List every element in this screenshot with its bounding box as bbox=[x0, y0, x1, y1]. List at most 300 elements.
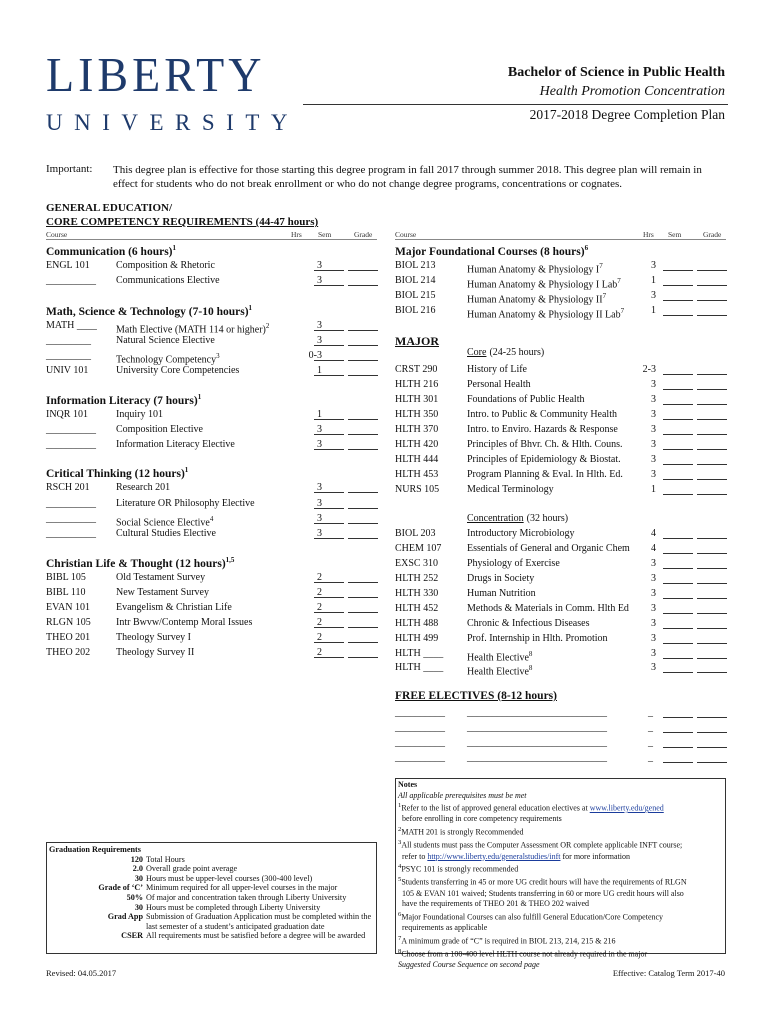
credit-hours: 3 bbox=[317, 439, 322, 450]
inft-link[interactable]: http://www.liberty.edu/generalstudies/inft bbox=[427, 851, 561, 861]
semester-field[interactable] bbox=[663, 379, 693, 390]
col-header-grade: Grade bbox=[354, 230, 373, 239]
course-code: THEO 201 bbox=[46, 632, 91, 643]
course-row bbox=[395, 572, 726, 586]
grade-field[interactable] bbox=[697, 439, 727, 450]
free-elective-row bbox=[395, 721, 726, 735]
course-title bbox=[467, 483, 554, 497]
course-title bbox=[116, 586, 209, 600]
course-title bbox=[467, 438, 623, 452]
course-row bbox=[395, 378, 726, 392]
course-code: HLTH 350 bbox=[395, 409, 439, 420]
credit-hours: 3 bbox=[651, 379, 656, 390]
credit-hours: 2-3 bbox=[642, 364, 656, 375]
course-code: HLTH 444 bbox=[395, 454, 439, 465]
semester-field[interactable] bbox=[663, 528, 693, 539]
course-row bbox=[46, 631, 377, 645]
course-title bbox=[116, 646, 194, 660]
course-code: EXSC 310 bbox=[395, 558, 439, 569]
grade-field[interactable] bbox=[697, 603, 727, 614]
course-title-text: Introductory Microbiology bbox=[467, 528, 575, 539]
credit-hours: 0-3 bbox=[308, 350, 322, 361]
semester-field[interactable] bbox=[314, 498, 344, 509]
free-elective-hrs-field[interactable]: _ bbox=[648, 722, 653, 733]
graduation-requirements-box bbox=[46, 842, 377, 954]
footnote-marker: 4 bbox=[209, 515, 214, 523]
grade-field[interactable] bbox=[348, 439, 378, 450]
course-code: HLTH 453 bbox=[395, 469, 439, 480]
grade-field[interactable] bbox=[348, 482, 378, 493]
grade-field[interactable] bbox=[697, 409, 727, 420]
course-title-text: Drugs in Society bbox=[467, 573, 535, 584]
notes-title: Notes bbox=[398, 780, 418, 789]
semester-field[interactable] bbox=[663, 707, 693, 718]
free-elective-title-field[interactable]: ____________________________ bbox=[467, 722, 607, 733]
semester-field[interactable] bbox=[314, 260, 344, 271]
credit-hours: 3 bbox=[651, 394, 656, 405]
course-title-text: Communications Elective bbox=[116, 275, 220, 286]
free-elective-course-field[interactable]: __________ bbox=[395, 752, 445, 763]
grad-req-item bbox=[49, 893, 374, 903]
course-row bbox=[46, 274, 377, 288]
course-title-text: Cultural Studies Elective bbox=[116, 528, 216, 539]
credit-hours: 4 bbox=[651, 528, 656, 539]
course-title bbox=[116, 601, 232, 615]
gen-ed-heading-line2: CORE COMPETENCY REQUIREMENTS (44-47 hours) bbox=[46, 216, 319, 228]
col-header-grade-right: Grade bbox=[703, 230, 722, 239]
course-code: __________ bbox=[46, 513, 96, 524]
grad-req-value: Overall grade point average bbox=[146, 864, 238, 874]
credit-hours: 2 bbox=[317, 617, 322, 628]
note-5-cont-1: 105 & EVAN 101 waived; Students transferring in 60 or more UG credit hours will also bbox=[402, 888, 684, 898]
course-title-text: Evangelism & Christian Life bbox=[116, 602, 232, 613]
course-title bbox=[116, 274, 220, 288]
semester-field[interactable] bbox=[314, 365, 344, 376]
course-code: __________ bbox=[46, 498, 96, 509]
course-row bbox=[395, 259, 726, 276]
course-code: EVAN 101 bbox=[46, 602, 90, 613]
section-heading-text: Christian Life & Thought (12 hours) bbox=[46, 557, 226, 570]
free-elective-course-field[interactable]: __________ bbox=[395, 707, 445, 718]
free-elective-row bbox=[395, 736, 726, 750]
grade-field[interactable] bbox=[697, 662, 727, 673]
left-col-rule bbox=[46, 239, 377, 240]
grade-field[interactable] bbox=[348, 498, 378, 509]
notes-prereq: All applicable prerequisites must be met bbox=[398, 790, 527, 800]
course-row bbox=[46, 601, 377, 615]
semester-field[interactable] bbox=[663, 588, 693, 599]
footnote-marker: 1 bbox=[197, 393, 202, 401]
note-5: $^5$Students transferring in 45 or more UG credit hours will have the requirements of RLGN bbox=[398, 876, 687, 888]
course-title bbox=[467, 408, 617, 422]
course-title bbox=[116, 571, 205, 585]
semester-field[interactable] bbox=[663, 573, 693, 584]
free-elective-title-field[interactable]: ____________________________ bbox=[467, 737, 607, 748]
section-heading bbox=[46, 393, 201, 407]
course-title-text: Principles of Bhvr. Ch. & Hlth. Couns. bbox=[467, 439, 623, 450]
course-title bbox=[467, 393, 585, 407]
gened-link[interactable]: www.liberty.edu/gened bbox=[589, 803, 664, 813]
semester-field[interactable] bbox=[314, 513, 344, 524]
course-title-text: Prof. Internship in Hlth. Promotion bbox=[467, 633, 608, 644]
core-hours: (24-25 hours) bbox=[489, 347, 545, 358]
note-2: $^2$MATH 201 is strongly Recommended bbox=[398, 826, 524, 837]
degree-title: Bachelor of Science in Public Health bbox=[507, 65, 725, 80]
course-title-text: Personal Health bbox=[467, 379, 531, 390]
gen-ed-heading bbox=[46, 201, 318, 229]
course-row bbox=[395, 423, 726, 437]
semester-field[interactable] bbox=[663, 558, 693, 569]
credit-hours: 3 bbox=[651, 603, 656, 614]
semester-field[interactable] bbox=[663, 603, 693, 614]
credit-hours: 3 bbox=[651, 618, 656, 629]
course-row bbox=[46, 408, 377, 422]
grad-req-value: Hours must be upper-level courses (300-400 level) bbox=[146, 873, 313, 883]
course-code: CHEM 107 bbox=[395, 543, 442, 554]
semester-field[interactable] bbox=[314, 439, 344, 450]
course-title-text: Human Anatomy & Physiology I bbox=[467, 264, 600, 276]
credit-hours: 3 bbox=[651, 469, 656, 480]
grade-field[interactable] bbox=[348, 602, 378, 613]
course-title-text: Health Elective bbox=[467, 666, 529, 678]
semester-field[interactable] bbox=[663, 409, 693, 420]
grade-field[interactable] bbox=[697, 394, 727, 405]
grade-field[interactable] bbox=[697, 588, 727, 599]
course-row bbox=[395, 542, 726, 556]
grade-field[interactable] bbox=[348, 587, 378, 598]
grade-field[interactable] bbox=[348, 572, 378, 583]
note-3-cont: refer to http://www.liberty.edu/generalstudies/inft for more information bbox=[402, 851, 631, 861]
semester-field[interactable] bbox=[663, 722, 693, 733]
grade-field[interactable] bbox=[697, 618, 727, 629]
grade-field[interactable] bbox=[348, 335, 378, 346]
grade-field[interactable] bbox=[697, 454, 727, 465]
credit-hours: 4 bbox=[651, 543, 656, 554]
course-title bbox=[467, 453, 621, 467]
course-row bbox=[46, 527, 377, 541]
semester-field[interactable] bbox=[314, 409, 344, 420]
course-code: BIBL 105 bbox=[46, 572, 86, 583]
footnote-marker: 7 bbox=[599, 262, 603, 270]
credit-hours: 3 bbox=[651, 573, 656, 584]
course-code: BIBL 110 bbox=[46, 587, 86, 598]
grade-field[interactable] bbox=[697, 469, 727, 480]
semester-field[interactable] bbox=[663, 305, 693, 316]
credit-hours: 3 bbox=[651, 662, 656, 673]
grade-field[interactable] bbox=[697, 633, 727, 644]
semester-field[interactable] bbox=[314, 602, 344, 613]
grade-field[interactable] bbox=[348, 275, 378, 286]
course-code: __________ bbox=[46, 528, 96, 539]
course-code: RSCH 201 bbox=[46, 482, 90, 493]
grade-field[interactable] bbox=[697, 305, 727, 316]
semester-field[interactable] bbox=[314, 632, 344, 643]
course-title bbox=[467, 557, 560, 571]
grade-field[interactable] bbox=[348, 647, 378, 658]
grade-field[interactable] bbox=[697, 707, 727, 718]
grade-field[interactable] bbox=[697, 260, 727, 271]
semester-field[interactable] bbox=[314, 275, 344, 286]
grade-field[interactable] bbox=[697, 379, 727, 390]
grade-field[interactable] bbox=[697, 364, 727, 375]
grad-req-key: 120 bbox=[130, 854, 143, 864]
course-title bbox=[467, 602, 629, 616]
course-title-text: Social Science Elective bbox=[116, 517, 210, 529]
grade-field[interactable] bbox=[697, 275, 727, 286]
footnote-marker: 7 bbox=[617, 277, 621, 285]
semester-field[interactable] bbox=[663, 394, 693, 405]
free-elective-title-field[interactable]: ____________________________ bbox=[467, 707, 607, 718]
grade-field[interactable] bbox=[348, 513, 378, 524]
credit-hours: 3 bbox=[651, 648, 656, 659]
section-heading-text: Information Literacy (7 hours) bbox=[46, 394, 198, 407]
semester-field[interactable] bbox=[663, 543, 693, 554]
col-header-course-right: Course bbox=[395, 230, 417, 239]
course-code: _________ bbox=[46, 335, 91, 346]
grad-req-key: 30 bbox=[134, 902, 143, 912]
semester-field[interactable] bbox=[663, 424, 693, 435]
course-row bbox=[395, 438, 726, 452]
course-code: ENGL 101 bbox=[46, 260, 90, 271]
grade-field[interactable] bbox=[697, 573, 727, 584]
course-code: HLTH 499 bbox=[395, 633, 439, 644]
course-row bbox=[395, 453, 726, 467]
effective-term: Effective: Catalog Term 2017-40 bbox=[612, 968, 725, 978]
note-4: $^4$PSYC 101 is strongly recommended bbox=[398, 863, 519, 874]
course-row bbox=[46, 319, 377, 336]
semester-field[interactable] bbox=[663, 439, 693, 450]
notes-box bbox=[395, 778, 726, 970]
course-title-text: Composition Elective bbox=[116, 424, 203, 435]
course-title-text: Intr Bwvw/Contemp Moral Issues bbox=[116, 617, 253, 628]
free-elective-course-field[interactable]: __________ bbox=[395, 737, 445, 748]
credit-hours: 1 bbox=[317, 365, 322, 376]
course-row bbox=[46, 481, 377, 495]
course-code: BIOL 216 bbox=[395, 305, 436, 316]
credit-hours: 3 bbox=[651, 424, 656, 435]
grade-field[interactable] bbox=[348, 617, 378, 628]
grad-req-value: Hours must be completed through Liberty University bbox=[146, 902, 321, 912]
concentration-title: Health Promotion Concentration bbox=[539, 84, 725, 99]
semester-field[interactable] bbox=[314, 335, 344, 346]
grade-field[interactable] bbox=[348, 409, 378, 420]
course-title-text: Information Literacy Elective bbox=[116, 439, 235, 450]
course-row bbox=[395, 483, 726, 497]
grad-req-key: Grade of ‘C’ bbox=[98, 883, 143, 893]
grade-field[interactable] bbox=[697, 528, 727, 539]
course-row bbox=[395, 617, 726, 631]
course-title-text: Chronic & Infectious Diseases bbox=[467, 618, 590, 629]
grad-req-item bbox=[49, 864, 374, 874]
course-row bbox=[395, 527, 726, 541]
grade-field[interactable] bbox=[697, 484, 727, 495]
course-code: THEO 202 bbox=[46, 647, 91, 658]
course-title bbox=[467, 423, 618, 437]
course-title bbox=[116, 631, 191, 645]
grad-req-item bbox=[49, 855, 374, 865]
grad-req-item bbox=[49, 883, 374, 893]
free-elective-row bbox=[395, 706, 726, 720]
grade-field[interactable] bbox=[348, 320, 378, 331]
course-title-text: Inquiry 101 bbox=[116, 409, 163, 420]
course-code: NURS 105 bbox=[395, 484, 440, 495]
grade-field[interactable] bbox=[348, 528, 378, 539]
credit-hours: 2 bbox=[317, 602, 322, 613]
course-row bbox=[46, 364, 377, 378]
semester-field[interactable] bbox=[663, 364, 693, 375]
col-header-hrs-right: Hrs bbox=[643, 230, 654, 239]
course-title bbox=[116, 364, 239, 378]
credit-hours: 3 bbox=[651, 409, 656, 420]
course-title bbox=[467, 527, 574, 541]
semester-field[interactable] bbox=[314, 587, 344, 598]
grade-field[interactable] bbox=[697, 290, 727, 301]
grade-field[interactable] bbox=[697, 424, 727, 435]
semester-field[interactable] bbox=[663, 454, 693, 465]
credit-hours: 3 bbox=[651, 633, 656, 644]
course-row bbox=[46, 423, 377, 437]
grade-field[interactable] bbox=[697, 737, 727, 748]
semester-field[interactable] bbox=[663, 633, 693, 644]
grad-req-value: All requirements must be satisfied before a degree will be awarded bbox=[146, 931, 366, 941]
grade-field[interactable] bbox=[348, 424, 378, 435]
course-row bbox=[395, 468, 726, 482]
free-elective-hrs-field[interactable]: _ bbox=[648, 737, 653, 748]
footnote-marker: 1 bbox=[172, 244, 177, 252]
course-code: RLGN 105 bbox=[46, 617, 91, 628]
free-elective-hrs-field[interactable]: _ bbox=[648, 707, 653, 718]
grade-field[interactable] bbox=[697, 558, 727, 569]
semester-field[interactable] bbox=[663, 484, 693, 495]
semester-field[interactable] bbox=[663, 737, 693, 748]
grad-req-key: 30 bbox=[134, 873, 143, 883]
course-code: HLTH ____ bbox=[395, 662, 444, 673]
section-heading-text: Communication (6 hours) bbox=[46, 245, 173, 258]
semester-field[interactable] bbox=[663, 662, 693, 673]
major-foundational-heading-text: Major Foundational Courses (8 hours) bbox=[395, 245, 585, 258]
course-code: BIOL 203 bbox=[395, 528, 436, 539]
col-header-sem-right: Sem bbox=[668, 230, 682, 239]
footnote-marker: 1 bbox=[248, 304, 253, 312]
note-1-cont: before enrolling in core competency requirements bbox=[402, 814, 562, 824]
semester-field[interactable] bbox=[663, 290, 693, 301]
semester-field[interactable] bbox=[663, 752, 693, 763]
semester-field[interactable] bbox=[663, 260, 693, 271]
grade-field[interactable] bbox=[348, 260, 378, 271]
semester-field[interactable] bbox=[663, 469, 693, 480]
course-code: __________ bbox=[46, 275, 96, 286]
course-title bbox=[116, 259, 215, 273]
semester-field[interactable] bbox=[663, 648, 693, 659]
free-elective-title-field[interactable]: ____________________________ bbox=[467, 752, 607, 763]
semester-field[interactable] bbox=[663, 618, 693, 629]
course-title bbox=[116, 481, 170, 495]
semester-field[interactable] bbox=[314, 528, 344, 539]
grade-field[interactable] bbox=[348, 350, 378, 361]
course-row bbox=[46, 438, 377, 452]
course-row bbox=[395, 363, 726, 377]
course-title-text: Technology Competency bbox=[116, 354, 217, 366]
credit-hours: 1 bbox=[651, 305, 656, 316]
course-row bbox=[395, 587, 726, 601]
course-title-text: Old Testament Survey bbox=[116, 572, 206, 583]
course-title-text: Human Anatomy & Physiology I Lab bbox=[467, 279, 618, 291]
semester-field[interactable] bbox=[314, 647, 344, 658]
grad-req-title: Graduation Requirements bbox=[49, 845, 141, 854]
course-row bbox=[395, 408, 726, 422]
free-elective-course-field[interactable]: __________ bbox=[395, 722, 445, 733]
course-title-text: Human Nutrition bbox=[467, 588, 536, 599]
free-elective-hrs-field[interactable]: _ bbox=[648, 752, 653, 763]
credit-hours: 3 bbox=[651, 290, 656, 301]
course-code: HLTH 216 bbox=[395, 379, 439, 390]
grade-field[interactable] bbox=[697, 543, 727, 554]
grad-req-key: Grad App bbox=[107, 912, 143, 922]
concentration-hours: (32 hours) bbox=[526, 513, 569, 524]
section-heading bbox=[46, 244, 176, 258]
course-title-text: Natural Science Elective bbox=[116, 335, 215, 346]
semester-field[interactable] bbox=[314, 572, 344, 583]
semester-field[interactable] bbox=[314, 350, 344, 361]
course-title bbox=[467, 632, 608, 646]
course-row bbox=[395, 274, 726, 291]
course-title bbox=[467, 363, 527, 377]
grade-field[interactable] bbox=[348, 632, 378, 643]
core-heading bbox=[467, 346, 544, 360]
grade-field[interactable] bbox=[697, 722, 727, 733]
free-electives-heading: FREE ELECTIVES (8-12 hours) bbox=[395, 690, 557, 702]
footnote-marker: 6 bbox=[584, 244, 589, 252]
course-code: HLTH 252 bbox=[395, 573, 439, 584]
grad-req-value: Submission of Graduation Application must be completed within the bbox=[146, 912, 372, 922]
semester-field[interactable] bbox=[314, 424, 344, 435]
course-title bbox=[467, 572, 534, 586]
course-title-text: Health Elective bbox=[467, 652, 529, 664]
major-foundational-heading bbox=[395, 244, 588, 258]
important-label: Important: bbox=[46, 163, 93, 175]
section-heading-text: Math, Science & Technology (7-10 hours) bbox=[46, 305, 249, 318]
credit-hours: 1 bbox=[651, 484, 656, 495]
semester-field[interactable] bbox=[663, 275, 693, 286]
grade-field[interactable] bbox=[697, 752, 727, 763]
col-header-sem: Sem bbox=[318, 230, 332, 239]
course-title-text: Physiology of Exercise bbox=[467, 558, 560, 569]
semester-field[interactable] bbox=[314, 617, 344, 628]
course-title-text: New Testament Survey bbox=[116, 587, 209, 598]
grad-req-key bbox=[49, 922, 146, 932]
credit-hours: 3 bbox=[651, 454, 656, 465]
course-code: BIOL 214 bbox=[395, 275, 436, 286]
grad-req-item bbox=[49, 903, 374, 913]
note-7: $^7$A minimum grade of “C” is required in BIOL 213, 214, 215 & 216 bbox=[398, 934, 616, 946]
course-row bbox=[46, 586, 377, 600]
course-title bbox=[467, 661, 532, 679]
course-code: _________ bbox=[46, 350, 91, 361]
core-label: Core bbox=[467, 347, 487, 358]
course-title-text: Human Anatomy & Physiology II Lab bbox=[467, 309, 621, 321]
course-title-text: Literature OR Philosophy Elective bbox=[116, 498, 255, 509]
credit-hours: 3 bbox=[317, 260, 322, 271]
course-code: HLTH 301 bbox=[395, 394, 439, 405]
university-logo: LIBERTY bbox=[46, 47, 266, 102]
course-row bbox=[395, 304, 726, 321]
course-title bbox=[467, 378, 531, 392]
grade-field[interactable] bbox=[348, 365, 378, 376]
semester-field[interactable] bbox=[314, 482, 344, 493]
course-title-text: Composition & Rhetoric bbox=[116, 260, 215, 271]
semester-field[interactable] bbox=[314, 320, 344, 331]
grade-field[interactable] bbox=[697, 648, 727, 659]
